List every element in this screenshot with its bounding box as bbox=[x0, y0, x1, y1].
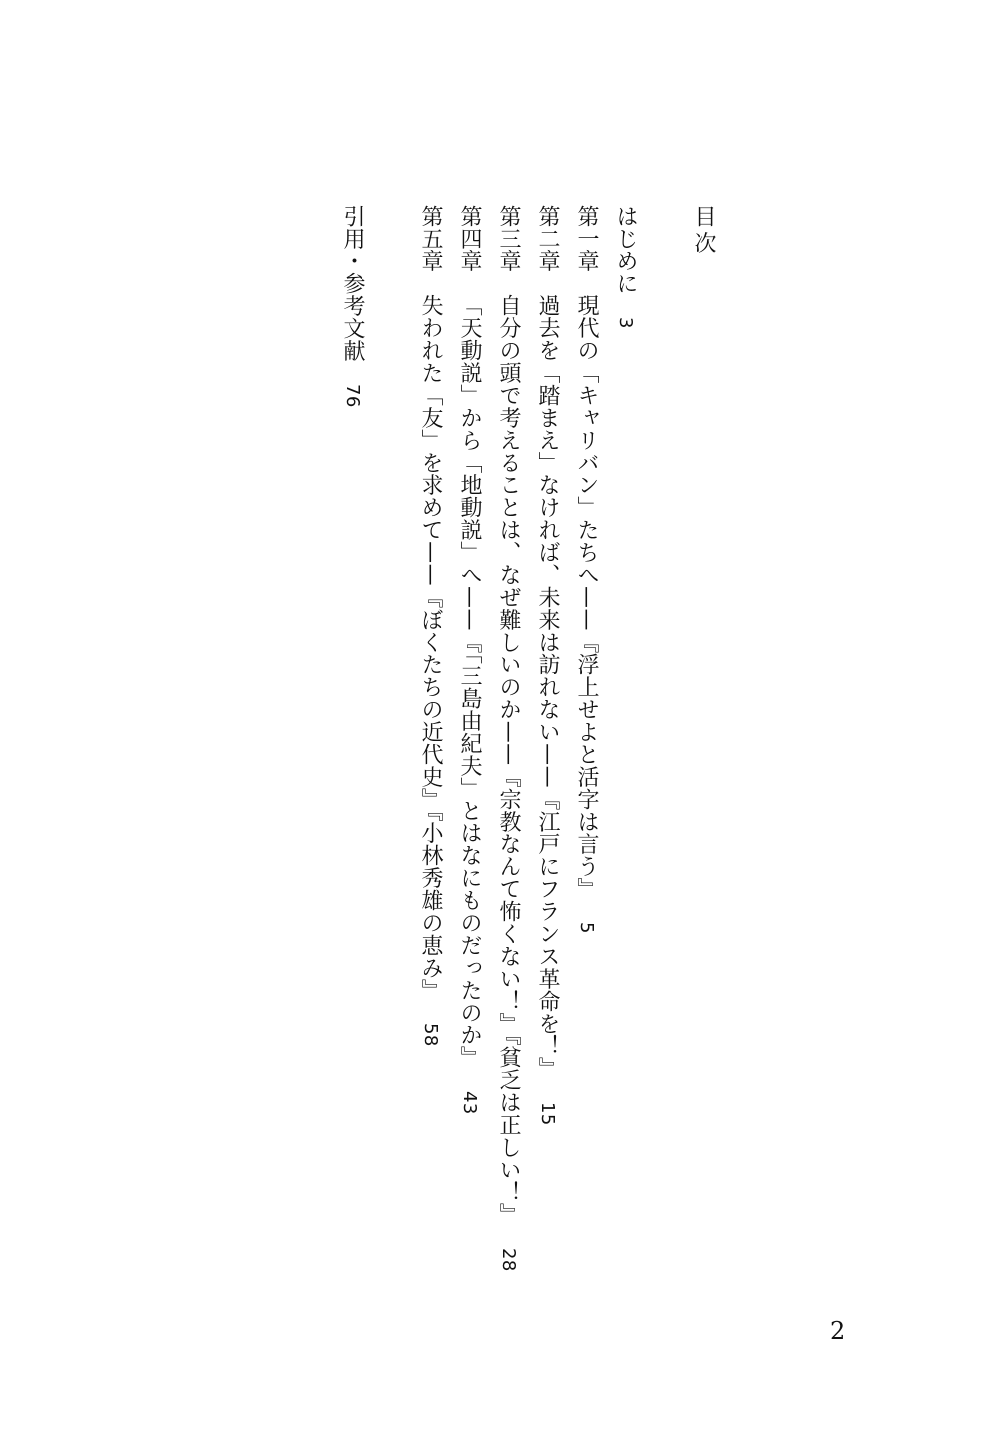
toc-entry-references bbox=[339, 205, 365, 1405]
toc-entry-page: 3 bbox=[615, 316, 636, 329]
toc-entry-chapter: 第三章 bbox=[496, 205, 521, 273]
toc-entry-chapter-2 bbox=[534, 205, 560, 1405]
toc-entry-heading: はじめに bbox=[613, 205, 638, 295]
toc-entry-heading: 過去を「踏まえ」なければ、未来は訪れない——『江戸にフランス革命を！』 bbox=[535, 294, 560, 1080]
toc-entry-chapter-5 bbox=[417, 205, 443, 1405]
toc-entry-page: 15 bbox=[537, 1101, 558, 1126]
toc-entry-page: 5 bbox=[576, 922, 597, 935]
toc-entry-chapter-4 bbox=[456, 205, 482, 1405]
toc-entry-intro bbox=[612, 205, 638, 1405]
toc-title: 目次 bbox=[691, 205, 716, 258]
toc-entry-page: 58 bbox=[420, 1023, 441, 1048]
toc-entry-chapter-3 bbox=[495, 205, 521, 1405]
toc-entry-page: 28 bbox=[498, 1247, 519, 1272]
toc-entry-chapter: 第二章 bbox=[535, 205, 560, 273]
toc-entry-heading: 「天動説」から「地動説」へ——『「三島由紀夫」とはなにものだったのか』 bbox=[457, 294, 482, 1069]
toc-entry-chapter: 第五章 bbox=[418, 205, 443, 273]
toc-entry-chapter: 第四章 bbox=[457, 205, 482, 273]
page-number: 2 bbox=[830, 1317, 846, 1345]
toc-entry-heading: 自分の頭で考えることは、なぜ難しいのか——『宗教なんて怖くない！』『貧乏は正しい！』 bbox=[496, 294, 521, 1226]
toc-entry-chapter-1 bbox=[573, 205, 599, 1405]
toc-entry-heading: 失われた「友」を求めて——『ぼくたちの近代史』『小林秀雄の恵み』 bbox=[418, 294, 443, 1002]
toc-entry-page: 76 bbox=[342, 384, 363, 408]
toc-entry-heading: 現代の「キャリバン」たちへ——『浮上せよと活字は言う』 bbox=[574, 294, 599, 901]
toc-entry-page: 43 bbox=[459, 1090, 480, 1115]
toc-entry-heading: 引用・参考文献 bbox=[340, 205, 365, 363]
toc-entry-chapter: 第一章 bbox=[574, 205, 599, 273]
